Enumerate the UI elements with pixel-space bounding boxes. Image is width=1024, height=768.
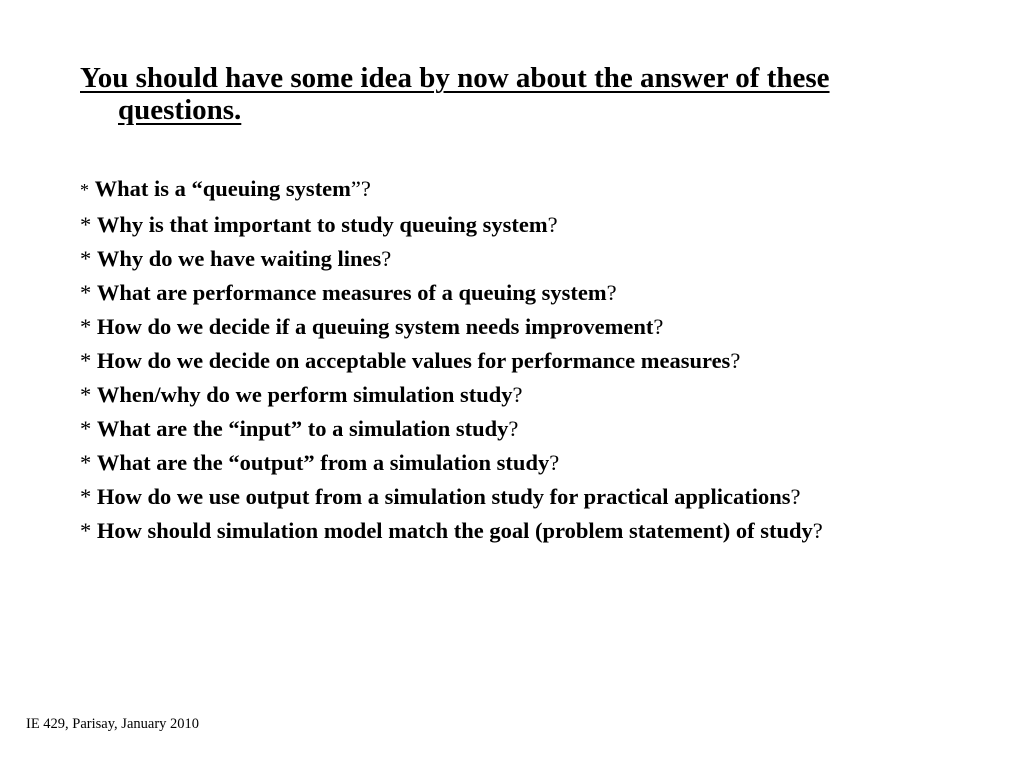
question-suffix: ? <box>812 518 823 543</box>
question-item <box>80 212 940 237</box>
question-text: How do we decide if a queuing system needs improvement <box>96 314 654 339</box>
question-suffix: ? <box>508 416 519 441</box>
question-suffix: ? <box>549 450 560 475</box>
question-item <box>80 484 940 509</box>
question-suffix: ? <box>381 246 392 271</box>
question-item <box>80 518 940 543</box>
question-item <box>80 348 940 373</box>
bullet-marker: * <box>80 382 92 407</box>
question-suffix: ? <box>653 314 664 339</box>
question-suffix: ? <box>547 212 558 237</box>
bullet-marker: * <box>80 450 92 475</box>
question-text: What are the “output” from a simulation study <box>96 450 550 475</box>
question-item <box>80 416 940 441</box>
question-text: Why is that important to study queuing system <box>96 212 548 237</box>
question-text: Why do we have waiting lines <box>96 246 382 271</box>
bullet-marker: * <box>80 518 92 543</box>
question-text: What are performance measures of a queuing system <box>96 280 607 305</box>
bullet-marker: * <box>80 180 89 200</box>
question-text: When/why do we perform simulation study <box>96 382 513 407</box>
bullet-marker: * <box>80 280 92 305</box>
question-suffix: ? <box>512 382 523 407</box>
slide-heading: You should have some idea by now about the answer of these questions. <box>80 62 830 126</box>
question-list <box>80 176 940 552</box>
question-suffix: ? <box>790 484 801 509</box>
question-text: What are the “input” to a simulation study <box>96 416 509 441</box>
question-suffix: ”? <box>350 176 371 201</box>
bullet-marker: * <box>80 246 92 271</box>
question-item <box>80 280 940 305</box>
bullet-marker: * <box>80 348 92 373</box>
question-suffix: ? <box>606 280 617 305</box>
question-item <box>80 382 940 407</box>
question-item <box>80 450 940 475</box>
question-item <box>80 246 940 271</box>
question-suffix: ? <box>730 348 741 373</box>
question-item <box>80 314 940 339</box>
bullet-marker: * <box>80 314 92 339</box>
question-item <box>80 176 940 203</box>
bullet-marker: * <box>80 484 92 509</box>
question-text: What is a “queuing system <box>94 176 351 201</box>
question-text: How do we use output from a simulation study for practical applications <box>96 484 791 509</box>
question-text: How should simulation model match the goal (problem statement) of study <box>96 518 813 543</box>
slide-footer: IE 429, Parisay, January 2010 <box>26 716 200 732</box>
question-text: How do we decide on acceptable values for performance measures <box>96 348 731 373</box>
bullet-marker: * <box>80 212 92 237</box>
bullet-marker: * <box>80 416 92 441</box>
